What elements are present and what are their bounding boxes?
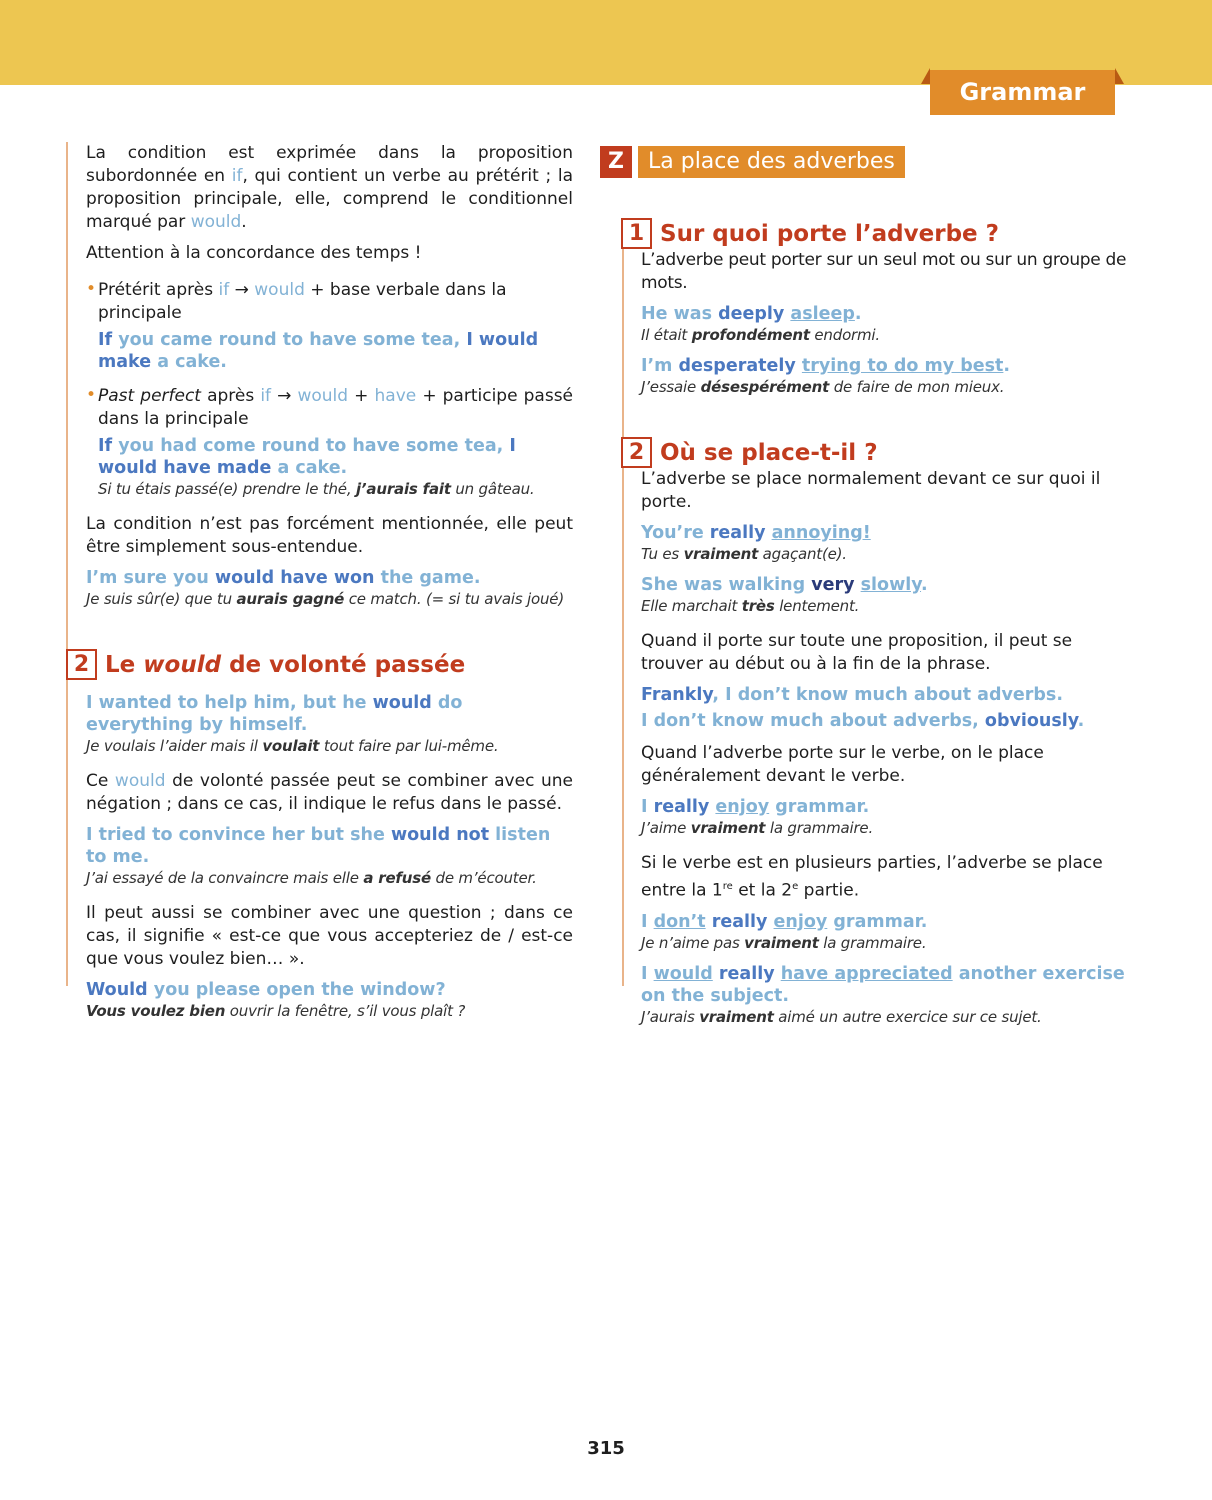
example-sure-won: I’m sure you would have won the game. (86, 568, 481, 588)
bullet-past-perfect: • Past perfect après if → would + have + participe passé dans la principale (86, 385, 574, 429)
translation-past-perfect: Si tu étais passé(e) prendre le thé, j’aurais fait un gâteau. (98, 480, 535, 498)
verb-text: Quand l’adverbe porte sur le verbe, on le place généralement devant le verbe. (641, 743, 1044, 786)
example-really-enjoy: I really enjoy grammar. (641, 797, 870, 817)
section-1-heading (621, 218, 1132, 249)
section-number-badge: 2 (621, 437, 652, 468)
intro-paragraph: La condition est exprimée dans la proposition subordonnée en if, qui contient un verbe au prétérit ; la proposition principale, elle, comprend le conditionnel marqué par would. (86, 143, 574, 232)
condition-text: La condition n’est pas forcément mentionnée, elle peut être simplement sous-entendue. (86, 514, 573, 557)
bullet-preterit: • Prétérit après if → would + base verbale dans la principale (86, 279, 507, 323)
attention-text: Attention à la concordance des temps ! (86, 243, 422, 263)
translation-would-really-appreciated: J’aurais vraiment aimé un autre exercice sur ce sujet. (641, 1007, 1042, 1026)
example-convince-her: I tried to convince her but she would not listen to me. (86, 825, 551, 867)
left-column (66, 142, 574, 1020)
example-obviously: I don’t know much about adverbs, obviously. (641, 711, 1085, 731)
verb-parts-text: Si le verbe est en plusieurs parties, l’adverbe se place entre la 1re et la 2e partie. (641, 853, 1103, 901)
example-if-preterit: If you came round to have some tea, I would make a cake. (98, 330, 539, 372)
bullet-dot: • (86, 385, 97, 405)
example-frankly: Frankly, I don’t know much about adverbs. (641, 685, 1063, 705)
negation-text: Ce would de volonté passée peut se combiner avec une négation ; dans ce cas, il indique le refus dans le passé. (86, 771, 574, 814)
chapter-title: La place des adverbes (638, 146, 905, 178)
translation-deeply-asleep: Il était profondément endormi. (641, 326, 880, 344)
grammar-tab: Grammar (930, 70, 1115, 115)
example-very-slowly: She was walking very slowly. (641, 575, 928, 595)
translation-sure-won: Je suis sûr(e) que tu aurais gagné ce match. (= si tu avais joué) (86, 590, 564, 608)
example-if-past-perfect: If you had come round to have some tea, I would have made a cake. (98, 436, 516, 478)
example-deeply-asleep: He was deeply asleep. (641, 304, 862, 324)
section-title: Où se place-t-il ? (660, 439, 878, 466)
translation-open-window: Vous voulez bien ouvrir la fenêtre, s’il vous plaît ? (86, 1002, 466, 1020)
question-text: Il peut aussi se combiner avec une question ; dans ce cas, il signifie « est-ce que vous accepteriez de / est-ce que vous voulez bien… ». (86, 903, 573, 969)
translation-dont-really-enjoy: Je n’aime pas vraiment la grammaire. (641, 933, 927, 952)
translation-very-slowly: Elle marchait très lentement. (641, 597, 860, 615)
translation-convince-her: J’ai essayé de la convaincre mais elle a refusé de m’écouter. (86, 869, 537, 887)
section-title: Le would de volonté passée (105, 651, 466, 678)
right-column (622, 218, 1132, 1026)
section-number-badge: 2 (66, 649, 97, 680)
example-really-annoying: You’re really annoying! (641, 523, 871, 543)
section-title: Sur quoi porte l’adverbe ? (660, 220, 999, 247)
page-number: 315 (587, 1438, 625, 1459)
section-2-heading (66, 649, 573, 680)
translation-help-him: Je voulais l’aider mais il voulait tout faire par lui-même. (86, 737, 499, 755)
example-would-really-appreciated: I would really have appreciated another exercise on the subject. (641, 963, 1125, 1006)
tab-fold-left (921, 68, 930, 84)
example-desperately: I’m desperately trying to do my best. (641, 356, 1011, 376)
tab-fold-right (1115, 68, 1124, 84)
translation-really-annoying: Tu es vraiment agaçant(e). (641, 545, 847, 563)
section-2-heading (621, 437, 1132, 468)
chapter-letter-badge: Z (600, 146, 632, 178)
proposition-text: Quand il porte sur toute une proposition, il peut se trouver au début ou à la fin de la phrase. (641, 631, 1073, 674)
chapter-heading (600, 146, 905, 178)
section-2-text: L’adverbe se place normalement devant ce sur quoi il porte. (641, 469, 1101, 512)
translation-desperately: J’essaie désespérément de faire de mon mieux. (641, 378, 1005, 396)
bullet-dot: • (86, 279, 97, 299)
section-1-text: L’adverbe peut porter sur un seul mot ou sur un groupe de mots. (641, 250, 1127, 293)
translation-really-enjoy: J’aime vraiment la grammaire. (641, 819, 874, 837)
example-dont-really-enjoy: I don’t really enjoy grammar. (641, 911, 928, 932)
section-number-badge: 1 (621, 218, 652, 249)
example-open-window: Would you please open the window? (86, 980, 446, 1000)
example-help-him: I wanted to help him, but he would do everything by himself. (86, 693, 463, 735)
